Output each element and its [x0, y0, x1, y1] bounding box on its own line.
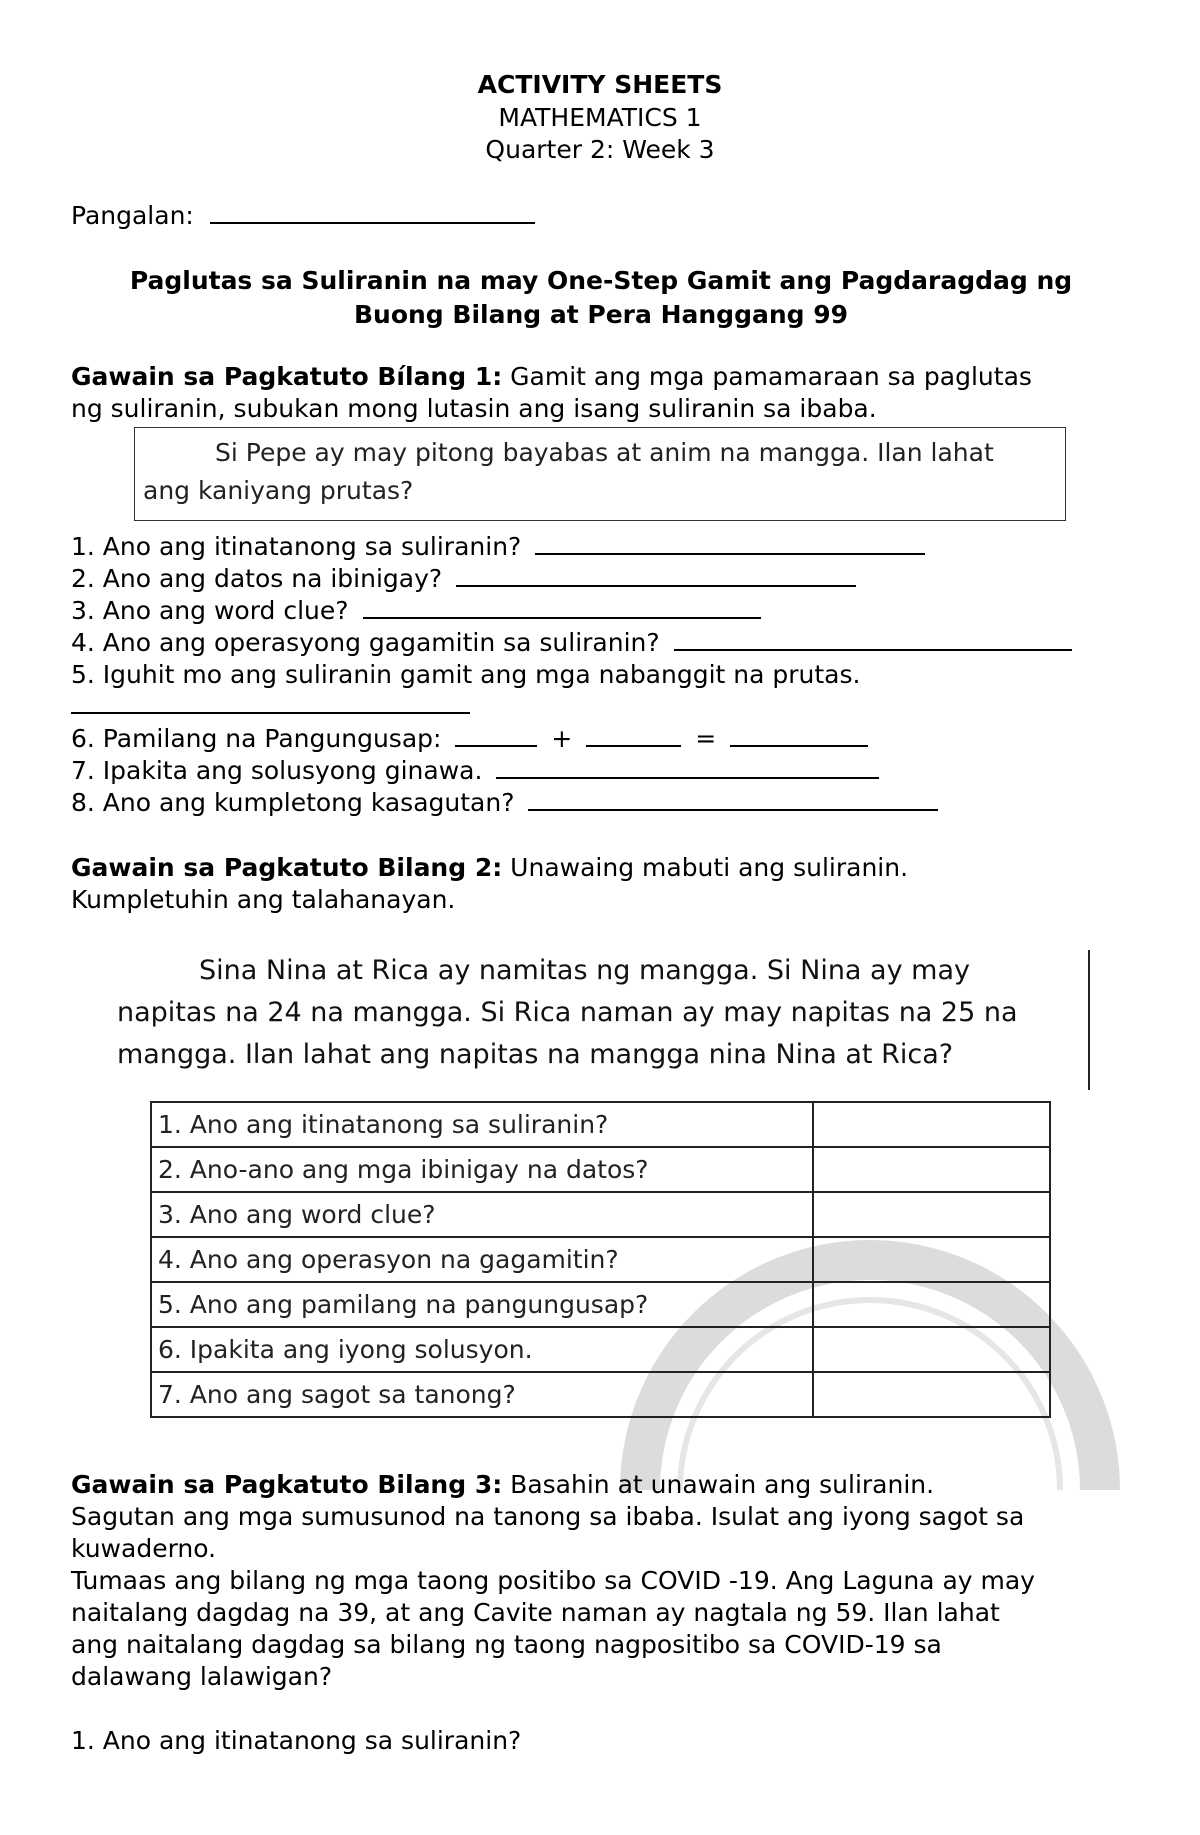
activity1-problem-line1: Si Pepe ay may pitong bayabas at anim na mangga. Ilan lahat — [215, 438, 994, 467]
activity1-q8 — [71, 787, 938, 819]
activity3-problem-line2: naitalang dagdag na 39, at ang Cavite naman ay nagtala ng 59. Ilan lahat — [71, 1598, 1000, 1627]
activity1-q6-text: 6. Pamilang na Pangungusap: — [71, 724, 442, 753]
table-answer-cell[interactable] — [813, 1372, 1050, 1417]
activity1-q2-text: 2. Ano ang datos na ibinigay? — [71, 564, 443, 593]
activity3-instruction — [71, 1469, 934, 1501]
activity1-label: Gawain sa Pagkatuto Bílang 1: — [71, 362, 503, 391]
number-sentence-sum-blank[interactable] — [730, 723, 868, 747]
activity1-instruction-line2: ng suliranin, subukan mong lutasin ang isang suliranin sa ibaba. — [71, 394, 877, 423]
activity1-q8-text: 8. Ano ang kumpletong kasagutan? — [71, 788, 515, 817]
table-answer-cell[interactable] — [813, 1147, 1050, 1192]
activity2-table — [150, 1101, 1051, 1418]
table-row — [151, 1372, 1050, 1417]
table-answer-cell[interactable] — [813, 1282, 1050, 1327]
activity1-q5-text: 5. Iguhit mo ang suliranin gamit ang mga nabanggit na prutas. — [71, 660, 861, 689]
activity2-problem — [117, 950, 1087, 1090]
activity2-instruction — [71, 852, 908, 884]
plus-sign: + — [551, 724, 573, 753]
activity3-problem-line3: ang naitalang dagdag sa bilang ng taong nagpositibo sa COVID-19 sa — [71, 1630, 942, 1659]
table-row — [151, 1327, 1050, 1372]
activity2-label: Gawain sa Pagkatuto Bilang 2: — [71, 853, 503, 882]
activity1-q2-blank[interactable] — [456, 563, 856, 587]
name-blank[interactable] — [210, 200, 535, 224]
number-sentence-addend2-blank[interactable] — [586, 723, 681, 747]
activity3-q1: 1. Ano ang itinatanong sa suliranin? — [71, 1726, 522, 1755]
activity1-q7-text: 7. Ipakita ang solusyong ginawa. — [71, 756, 483, 785]
activity1-q1-blank[interactable] — [535, 531, 925, 555]
main-title-line2: Buong Bilang at Pera Hanggang 99 — [353, 300, 849, 329]
activity1-q8-blank[interactable] — [528, 787, 938, 811]
activity3-instruction-line2: Sagutan ang mga sumusunod na tanong sa ibaba. Isulat ang iyong sagot sa — [71, 1502, 1025, 1531]
activity1-q5-answer — [71, 690, 470, 722]
activity1-q5-blank[interactable] — [71, 690, 470, 714]
subject-title: MATHEMATICS 1 — [498, 103, 702, 132]
activity3-instruction-text: Basahin at unawain ang suliranin. — [502, 1470, 935, 1499]
table-row — [151, 1282, 1050, 1327]
activity3-problem-line1: Tumaas ang bilang ng mga taong positibo sa COVID -19. Ang Laguna ay may — [71, 1566, 1035, 1595]
activity1-q3-text: 3. Ano ang word clue? — [71, 596, 349, 625]
table-row — [151, 1192, 1050, 1237]
table-question: 1. Ano ang itinatanong sa suliranin? — [151, 1102, 813, 1147]
activity1-q3 — [71, 595, 761, 627]
activity2-problem-line3: mangga. Ilan lahat ang napitas na mangga nina Nina at Rica? — [117, 1039, 954, 1070]
activity1-q1 — [71, 531, 925, 563]
activity1-problem-line2: ang kaniyang prutas? — [143, 476, 414, 505]
activity3-label: Gawain sa Pagkatuto Bilang 3: — [71, 1470, 503, 1499]
activity1-q7 — [71, 755, 879, 787]
activity1-q4-blank[interactable] — [674, 627, 1072, 651]
name-line — [71, 200, 535, 232]
activity2-instruction-line2: Kumpletuhin ang talahanayan. — [71, 885, 456, 914]
table-question: 6. Ipakita ang iyong solusyon. — [151, 1327, 813, 1372]
activity2-problem-line2: napitas na 24 na mangga. Si Rica naman ay may napitas na 25 na — [117, 997, 1018, 1028]
table-row — [151, 1147, 1050, 1192]
activity1-problem-box — [134, 427, 1066, 521]
activity3-instruction-line3: kuwaderno. — [71, 1534, 217, 1563]
sheet-title: ACTIVITY SHEETS — [477, 70, 723, 99]
number-sentence-addend1-blank[interactable] — [455, 723, 537, 747]
activity3-problem-line4: dalawang lalawigan? — [71, 1662, 333, 1691]
activity2-problem-line1: Sina Nina at Rica ay namitas ng mangga. Si Nina ay may — [199, 955, 970, 986]
activity2-instruction-text: Unawaing mabuti ang suliranin. — [502, 853, 909, 882]
table-question: 3. Ano ang word clue? — [151, 1192, 813, 1237]
activity1-q6 — [71, 723, 868, 755]
table-question: 4. Ano ang operasyon na gagamitin? — [151, 1237, 813, 1282]
name-label: Pangalan: — [71, 201, 194, 230]
table-question: 7. Ano ang sagot sa tanong? — [151, 1372, 813, 1417]
activity1-q1-text: 1. Ano ang itinatanong sa suliranin? — [71, 532, 522, 561]
activity1-q3-blank[interactable] — [363, 595, 761, 619]
activity1-q2 — [71, 563, 856, 595]
equals-sign: = — [695, 724, 717, 753]
activity1-q5 — [71, 659, 860, 691]
main-title-line1: Paglutas sa Suliranin na may One-Step Gamit ang Pagdaragdag ng — [129, 266, 1073, 295]
activity1-q4 — [71, 627, 1072, 659]
activity1-instruction — [71, 361, 1032, 393]
table-question: 2. Ano-ano ang mga ibinigay na datos? — [151, 1147, 813, 1192]
table-row — [151, 1102, 1050, 1147]
activity1-q4-text: 4. Ano ang operasyong gagamitin sa suliranin? — [71, 628, 660, 657]
table-answer-cell[interactable] — [813, 1102, 1050, 1147]
table-question: 5. Ano ang pamilang na pangungusap? — [151, 1282, 813, 1327]
activity1-instruction-text: Gamit ang mga pamamaraan sa paglutas — [502, 362, 1032, 391]
table-answer-cell[interactable] — [813, 1237, 1050, 1282]
table-answer-cell[interactable] — [813, 1192, 1050, 1237]
activity2-problem-border — [1088, 950, 1090, 1090]
quarter-week: Quarter 2: Week 3 — [485, 135, 715, 164]
table-row — [151, 1237, 1050, 1282]
activity1-q7-blank[interactable] — [496, 755, 879, 779]
table-answer-cell[interactable] — [813, 1327, 1050, 1372]
